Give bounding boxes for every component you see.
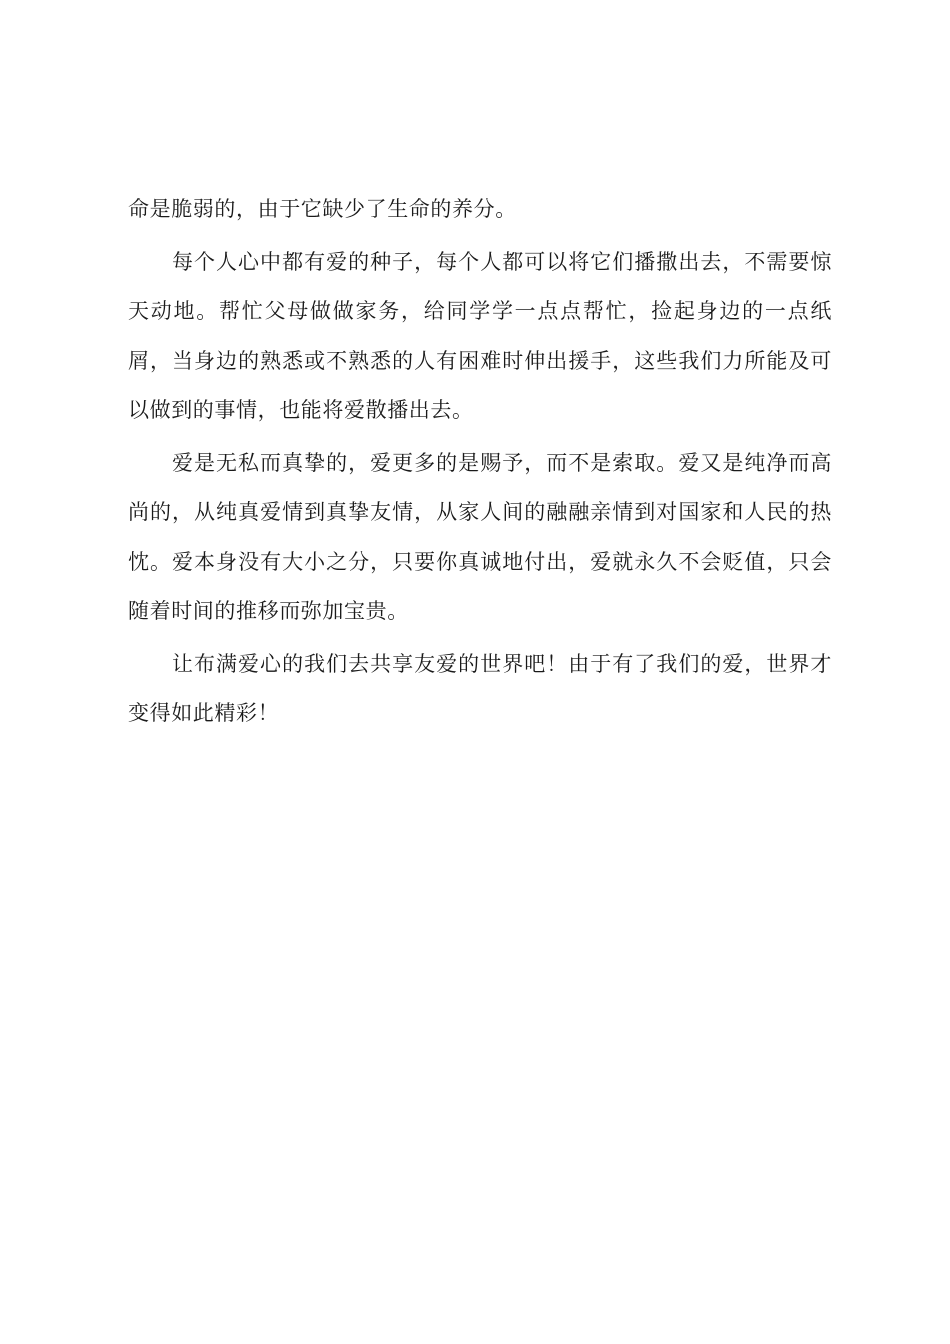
paragraph-nature-of-love: 爱是无私而真挚的，爱更多的是赐予，而不是索取。爱又是纯净而高尚的，从纯真爱情到真挚友情，从家人间的融融亲情到对国家和人民的热忱。爱本身没有大小之分，只要你真诚地付出，爱就永久不会贬值，只会随着时间的推移而弥加宝贵。 <box>128 450 832 623</box>
paragraph-continuation: 命是脆弱的，由于它缺少了生命的养分。 <box>128 197 517 221</box>
paragraph-seeds-of-love: 每个人心中都有爱的种子，每个人都可以将它们播撒出去，不需要惊天动地。帮忙父母做做家务，给同学学一点点帮忙，捡起身边的一点纸屑，当身边的熟悉或不熟悉的人有困难时伸出援手，这些我们力所能及可以做到的事情，也能将爱散播出去。 <box>128 249 832 422</box>
paragraph-closing: 让布满爱心的我们去共享友爱的世界吧！由于有了我们的爱，世界才变得如此精彩！ <box>128 651 832 725</box>
document-body <box>128 185 832 742</box>
